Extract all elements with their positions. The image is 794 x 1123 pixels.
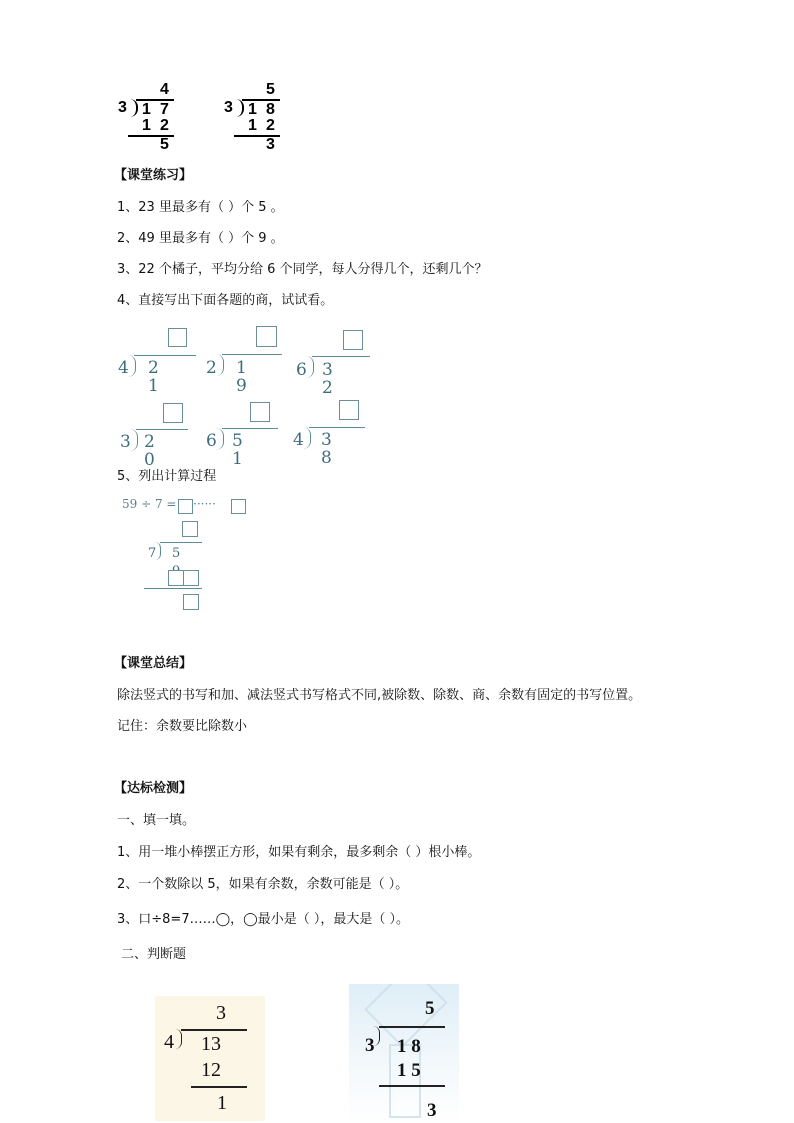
- product-box[interactable]: [183, 570, 199, 586]
- test-part-2: 二、判断题: [121, 947, 187, 962]
- practice-q3: 3、22 个橘子，平均分给 6 个同学，每人分得几个，还剩几个？: [117, 262, 488, 277]
- quotient-box[interactable]: [178, 499, 193, 514]
- answer-box[interactable]: [163, 403, 183, 423]
- practice-heading: 【课堂练习】: [114, 168, 193, 183]
- summary-line-1: 除法竖式的书写和加、减法竖式书写格式不同,被除数、除数、商、余数有固定的书写位置。: [117, 688, 642, 703]
- practice-q5: 5、列出计算过程: [117, 469, 217, 484]
- divisor: 4: [164, 1031, 174, 1053]
- ellipsis: ······: [193, 497, 216, 511]
- practice-q4: 4、直接写出下面各题的商，试试看。: [117, 293, 334, 308]
- test-q1: 1、用一堆小棒摆正方形，如果有剩余，最多剩余（ ）根小棒。: [117, 845, 481, 860]
- divisor: 4: [118, 358, 129, 378]
- product-digit: 2: [266, 117, 275, 134]
- summary-line-2: 记住：余数要比除数小: [117, 719, 248, 734]
- product: 1 5: [397, 1060, 421, 1081]
- test-part-1: 一、填一填。: [117, 813, 196, 828]
- divisor: 3: [224, 99, 233, 116]
- dividend-digit: 1: [248, 101, 257, 118]
- judge-division-image-1: [155, 996, 265, 1121]
- remainder: 3: [427, 1100, 437, 1121]
- product-digit: 2: [160, 117, 169, 134]
- dividend: 3 8: [321, 430, 332, 468]
- dividend-digit: 7: [160, 101, 169, 118]
- product-digit: 1: [142, 117, 151, 134]
- dividend: 1 9: [236, 358, 247, 396]
- remainder: 1: [217, 1092, 227, 1114]
- dividend: 2 1: [148, 358, 159, 396]
- dividend: 1 8: [397, 1036, 421, 1057]
- divisor: 3: [365, 1035, 375, 1056]
- remainder: 5: [160, 136, 169, 153]
- practice-q1: 1、23 里最多有（ ）个 5 。: [117, 200, 284, 215]
- answer-box[interactable]: [250, 402, 270, 422]
- answer-box[interactable]: [168, 328, 187, 347]
- divisor: 6: [206, 431, 217, 451]
- practice-q2: 2、49 里最多有（ ）个 9 。: [117, 231, 284, 246]
- summary-heading: 【课堂总结】: [114, 656, 193, 671]
- quotient: 5: [425, 998, 435, 1019]
- product: 12: [201, 1059, 221, 1081]
- quotient: 5: [266, 81, 275, 98]
- remainder-box[interactable]: [231, 499, 246, 514]
- divisor: 3: [120, 432, 131, 452]
- test-q2: 2、一个数除以 5，如果有余数，余数可能是（ ）。: [117, 877, 409, 892]
- divisor: 4: [293, 430, 304, 450]
- judge-division-image-2: [349, 984, 459, 1123]
- q5-equation: [122, 497, 176, 511]
- quotient: 3: [216, 1002, 226, 1024]
- divisor: 6: [296, 360, 307, 380]
- quotient-box[interactable]: [182, 521, 198, 537]
- equation-text: 59 ÷ 7 =: [122, 497, 177, 511]
- remainder-box[interactable]: [183, 594, 199, 610]
- dividend-digit: 1: [142, 101, 151, 118]
- test-q3: 3、口÷8=7……◯，◯最小是（ ），最大是（ ）。: [117, 912, 409, 927]
- answer-box[interactable]: [256, 326, 277, 347]
- remainder: 3: [266, 136, 275, 153]
- dividend: 3 2: [322, 360, 333, 398]
- answer-box[interactable]: [339, 400, 359, 420]
- product-digit: 1: [248, 117, 257, 134]
- product-box[interactable]: [168, 570, 184, 586]
- dividend: 13: [201, 1033, 221, 1055]
- divisor: 2: [206, 358, 217, 378]
- quotient: 4: [160, 81, 169, 98]
- answer-box[interactable]: [343, 330, 363, 350]
- dividend-digit: 8: [266, 101, 275, 118]
- divisor: 3: [118, 99, 127, 116]
- dividend: 5 1: [232, 431, 243, 469]
- test-heading: 【达标检测】: [114, 781, 193, 796]
- divisor: 7: [148, 546, 157, 561]
- dividend: 2 0: [144, 432, 155, 470]
- dividend: 5: [172, 546, 181, 561]
